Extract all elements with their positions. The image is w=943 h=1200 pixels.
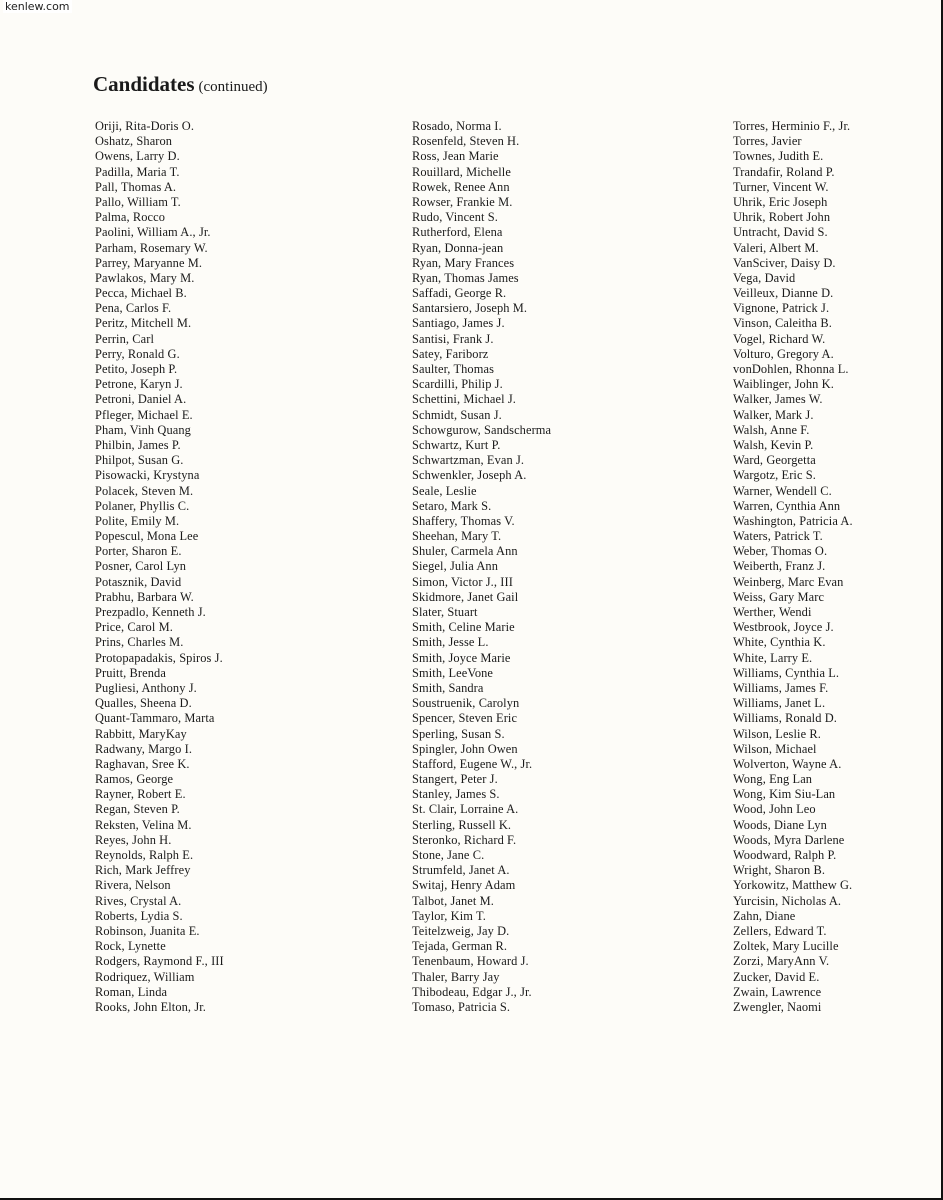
candidate-name: Parham, Rosemary W.: [95, 240, 208, 255]
candidate-name: Walsh, Anne F.: [733, 422, 810, 437]
candidate-name: Tenenbaum, Howard J.: [412, 954, 529, 969]
candidate-name: Rosenfeld, Steven H.: [412, 134, 520, 149]
candidate-name: Schwenkler, Joseph A.: [412, 468, 527, 483]
candidate-name: Vogel, Richard W.: [733, 331, 826, 346]
candidate-name: Pecca, Michael B.: [95, 286, 187, 301]
candidate-name: Weiss, Gary Marc: [733, 589, 825, 604]
candidate-name: Soustruenik, Carolyn: [412, 696, 520, 711]
candidate-name: Posner, Carol Lyn: [95, 559, 187, 574]
candidate-name: Stanley, James S.: [412, 787, 500, 802]
candidate-name: Santisi, Frank J.: [412, 331, 494, 346]
candidate-name: Warren, Cynthia Ann: [733, 498, 841, 513]
candidate-name: Sheehan, Mary T.: [412, 529, 502, 544]
candidate-name: Wong, Kim Siu-Lan: [733, 787, 836, 802]
candidate-name: Werther, Wendi: [733, 605, 812, 619]
candidate-name: Petito, Joseph P.: [95, 362, 178, 376]
candidate-name: Zoltek, Mary Lucille: [733, 939, 839, 954]
candidate-name: Qualles, Sheena D.: [95, 696, 192, 711]
candidate-name: Woods, Myra Darlene: [733, 832, 845, 847]
candidate-name: Rouillard, Michelle: [412, 164, 511, 179]
candidate-name: Wargotz, Eric S.: [733, 468, 816, 483]
candidate-name: Schettini, Michael J.: [412, 392, 516, 407]
candidate-name: Roberts, Lydia S.: [95, 908, 183, 923]
candidate-name: Potasznik, David: [95, 574, 182, 589]
candidates-column-1: [95, 119, 224, 1015]
heading-title: Candidates: [93, 72, 195, 96]
candidate-name: Saulter, Thomas: [412, 362, 494, 376]
heading-subtitle: (continued): [198, 79, 268, 95]
candidate-name: Rock, Lynette: [95, 939, 166, 954]
candidate-name: Oriji, Rita-Doris O.: [95, 119, 195, 133]
page-heading: [93, 72, 268, 97]
candidate-name: Siegel, Julia Ann: [412, 559, 499, 574]
candidate-name: Veilleux, Dianne D.: [733, 286, 834, 301]
candidate-name: Reyes, John H.: [95, 832, 172, 847]
candidate-name: Ramos, George: [95, 772, 174, 787]
candidate-name: Switaj, Henry Adam: [412, 878, 516, 893]
candidate-name: Paolini, William A., Jr.: [95, 225, 211, 240]
candidate-name: Zucker, David E.: [733, 969, 820, 984]
candidate-name: Rowek, Renee Ann: [412, 179, 510, 194]
candidate-name: Stafford, Eugene W., Jr.: [412, 756, 533, 771]
candidate-name: Walsh, Kevin P.: [733, 437, 814, 452]
candidate-name: Yurcisin, Nicholas A.: [733, 893, 842, 908]
candidate-name: Robinson, Juanita E.: [95, 923, 200, 938]
candidate-name: Ward, Georgetta: [733, 453, 816, 468]
candidate-name: Prabhu, Barbara W.: [95, 589, 194, 604]
candidate-name: Pruitt, Brenda: [95, 665, 166, 680]
candidate-name: Perrin, Carl: [95, 331, 155, 346]
candidate-name: Williams, Ronald D.: [733, 711, 837, 726]
candidate-name: Taylor, Kim T.: [412, 908, 486, 923]
candidate-name: Sterling, Russell K.: [412, 817, 512, 832]
candidate-name: VanSciver, Daisy D.: [733, 255, 836, 270]
candidate-name: Rodriquez, William: [95, 969, 195, 984]
candidate-name: Schwartzman, Evan J.: [412, 453, 525, 468]
candidate-name: Ryan, Thomas James: [412, 270, 519, 285]
candidate-name: Warner, Wendell C.: [733, 483, 832, 498]
candidate-name: Perry, Ronald G.: [95, 346, 180, 361]
candidate-name: Walker, Mark J.: [733, 407, 814, 422]
candidate-name: Townes, Judith E.: [733, 149, 824, 164]
candidate-name: Valeri, Albert M.: [733, 240, 819, 255]
candidate-name: Wilson, Leslie R.: [733, 726, 821, 741]
candidate-name: Weinberg, Marc Evan: [733, 574, 844, 589]
candidate-name: Shuler, Carmela Ann: [412, 544, 518, 559]
candidate-name: Strumfeld, Janet A.: [412, 863, 510, 878]
candidate-name: Smith, LeeVone: [412, 665, 494, 680]
candidate-name: Uhrik, Eric Joseph: [733, 194, 828, 209]
candidate-name: Santarsiero, Joseph M.: [412, 301, 528, 316]
candidate-name: Santiago, James J.: [412, 316, 505, 331]
candidate-name: Rudo, Vincent S.: [412, 210, 498, 225]
candidate-name: Weiberth, Franz J.: [733, 559, 826, 574]
candidate-name: Stone, Jane C.: [412, 848, 485, 862]
candidate-name: Untracht, David S.: [733, 225, 828, 240]
candidate-name: Pawlakos, Mary M.: [95, 270, 195, 285]
candidate-name: Roman, Linda: [95, 984, 168, 999]
candidate-name: Steronko, Richard F.: [412, 832, 517, 847]
candidate-name: Parrey, Maryanne M.: [95, 255, 203, 270]
candidate-name: Petrone, Karyn J.: [95, 377, 183, 392]
candidate-name: Petroni, Daniel A.: [95, 392, 187, 407]
candidate-name: Wolverton, Wayne A.: [733, 756, 842, 771]
candidate-name: Pena, Carlos F.: [95, 301, 172, 316]
candidate-name: Torres, Javier: [733, 134, 802, 149]
candidate-name: Prezpadlo, Kenneth J.: [95, 605, 206, 619]
candidate-name: Trandafir, Roland P.: [733, 164, 835, 179]
candidate-name: Sperling, Susan S.: [412, 726, 505, 741]
candidate-name: Volturo, Gregory A.: [733, 346, 834, 361]
candidate-name: Ryan, Donna-jean: [412, 240, 504, 255]
candidate-name: Rosado, Norma I.: [412, 119, 502, 133]
candidate-name: Smith, Joyce Marie: [412, 650, 511, 665]
candidates-column-3: [733, 119, 853, 1015]
candidate-name: Vinson, Caleitha B.: [733, 316, 832, 331]
candidate-name: Protopapadakis, Spiros J.: [95, 650, 223, 665]
candidate-name: Vega, David: [733, 270, 796, 285]
candidate-name: Weber, Thomas O.: [733, 544, 828, 559]
candidate-name: Wilson, Michael: [733, 741, 817, 756]
candidate-name: Thaler, Barry Jay: [412, 969, 500, 984]
candidate-name: Owens, Larry D.: [95, 149, 180, 164]
candidate-name: Polaner, Phyllis C.: [95, 498, 190, 513]
candidate-name: Zorzi, MaryAnn V.: [733, 954, 830, 969]
candidate-name: Pham, Vinh Quang: [95, 422, 191, 437]
candidate-name: Saffadi, George R.: [412, 286, 507, 301]
candidate-name: vonDohlen, Rhonna L.: [733, 362, 849, 376]
candidate-name: Quant-Tammaro, Marta: [95, 711, 215, 726]
candidate-name: Rivera, Nelson: [95, 878, 171, 893]
candidate-name: Woods, Diane Lyn: [733, 817, 827, 832]
candidate-name: Pugliesi, Anthony J.: [95, 680, 197, 695]
candidate-name: Wong, Eng Lan: [733, 772, 813, 787]
candidate-name: Padilla, Maria T.: [95, 164, 180, 179]
candidate-name: Zahn, Diane: [733, 908, 796, 923]
candidate-name: Peritz, Mitchell M.: [95, 316, 192, 331]
candidate-name: Rives, Crystal A.: [95, 893, 182, 908]
candidate-name: Tomaso, Patricia S.: [412, 999, 511, 1014]
candidate-name: Spingler, John Owen: [412, 741, 518, 756]
candidate-name: White, Larry E.: [733, 650, 813, 665]
candidate-name: Williams, Janet L.: [733, 696, 826, 711]
candidate-name: Setaro, Mark S.: [412, 498, 492, 513]
candidate-name: Scardilli, Philip J.: [412, 377, 503, 392]
candidate-name: Woodward, Ralph P.: [733, 848, 837, 862]
candidate-name: Schwartz, Kurt P.: [412, 437, 501, 452]
candidate-name: Pallo, William T.: [95, 194, 181, 209]
candidate-name: Schmidt, Susan J.: [412, 407, 502, 422]
candidate-name: Philbin, James P.: [95, 437, 181, 452]
candidate-name: Smith, Celine Marie: [412, 620, 515, 635]
candidate-name: Tejada, German R.: [412, 939, 508, 954]
candidate-name: Teitelzweig, Jay D.: [412, 923, 510, 938]
candidate-name: Williams, Cynthia L.: [733, 665, 840, 680]
candidate-name: Zwengler, Naomi: [733, 999, 822, 1014]
candidate-name: Prins, Charles M.: [95, 635, 184, 650]
candidate-name: Regan, Steven P.: [95, 802, 180, 817]
candidate-name: Porter, Sharon E.: [95, 544, 182, 559]
candidate-name: Rayner, Robert E.: [95, 787, 186, 802]
candidate-name: Walker, James W.: [733, 392, 823, 407]
candidate-name: White, Cynthia K.: [733, 635, 826, 650]
candidate-name: Stangert, Peter J.: [412, 772, 498, 787]
candidate-name: Turner, Vincent W.: [733, 179, 829, 194]
candidate-name: Ross, Jean Marie: [412, 149, 499, 164]
candidate-name: Radwany, Margo I.: [95, 741, 193, 756]
candidate-name: Spencer, Steven Eric: [412, 711, 518, 726]
candidate-name: Waters, Patrick T.: [733, 529, 823, 544]
candidate-name: Slater, Stuart: [412, 605, 478, 619]
candidate-name: Pfleger, Michael E.: [95, 407, 193, 422]
candidate-name: Smith, Jesse L.: [412, 635, 489, 650]
candidate-name: Washington, Patricia A.: [733, 513, 853, 528]
candidate-name: Rodgers, Raymond F., III: [95, 954, 224, 969]
candidate-name: Pall, Thomas A.: [95, 179, 177, 194]
candidate-name: Rowser, Frankie M.: [412, 194, 513, 209]
candidate-name: Rich, Mark Jeffrey: [95, 863, 191, 878]
candidate-name: Zwain, Lawrence: [733, 984, 822, 999]
candidate-name: Seale, Leslie: [412, 483, 477, 498]
candidate-name: Rutherford, Elena: [412, 225, 503, 240]
candidate-name: Philpot, Susan G.: [95, 453, 184, 468]
candidate-name: Reynolds, Ralph E.: [95, 848, 194, 862]
candidate-name: Shaffery, Thomas V.: [412, 513, 515, 528]
candidate-name: Thibodeau, Edgar J., Jr.: [412, 984, 532, 999]
candidate-name: Polacek, Steven M.: [95, 483, 194, 498]
candidate-name: Price, Carol M.: [95, 620, 173, 635]
candidate-name: Yorkowitz, Matthew G.: [733, 878, 853, 893]
candidate-name: Talbot, Janet M.: [412, 893, 494, 908]
candidate-name: Rabbitt, MaryKay: [95, 726, 187, 741]
candidate-name: Simon, Victor J., III: [412, 574, 513, 589]
candidate-name: Pisowacki, Krystyna: [95, 468, 200, 483]
candidate-name: Smith, Sandra: [412, 680, 484, 695]
candidate-name: Wright, Sharon B.: [733, 863, 826, 878]
candidate-name: Torres, Herminio F., Jr.: [733, 119, 851, 133]
candidate-name: Williams, James F.: [733, 680, 829, 695]
candidate-name: Waiblinger, John K.: [733, 377, 834, 392]
candidate-name: Zellers, Edward T.: [733, 923, 827, 938]
watermark: kenlew.com: [5, 0, 70, 13]
candidate-name: St. Clair, Lorraine A.: [412, 802, 519, 817]
candidate-name: Raghavan, Sree K.: [95, 756, 190, 771]
candidate-name: Palma, Rocco: [95, 210, 166, 225]
candidate-name: Skidmore, Janet Gail: [412, 589, 519, 604]
candidate-name: Reksten, Velina M.: [95, 817, 192, 832]
candidate-name: Schowgurow, Sandscherma: [412, 422, 552, 437]
candidate-name: Wood, John Leo: [733, 802, 816, 817]
candidate-name: Polite, Emily M.: [95, 513, 180, 528]
candidate-name: Ryan, Mary Frances: [412, 255, 515, 270]
candidate-name: Uhrik, Robert John: [733, 210, 831, 225]
candidate-name: Vignone, Patrick J.: [733, 301, 830, 316]
candidates-column-2: [412, 119, 551, 1015]
candidate-name: Rooks, John Elton, Jr.: [95, 999, 206, 1014]
candidate-name: Westbrook, Joyce J.: [733, 620, 834, 635]
candidate-name: Satey, Fariborz: [412, 346, 489, 361]
candidate-name: Oshatz, Sharon: [95, 134, 173, 149]
candidate-name: Popescul, Mona Lee: [95, 529, 199, 544]
